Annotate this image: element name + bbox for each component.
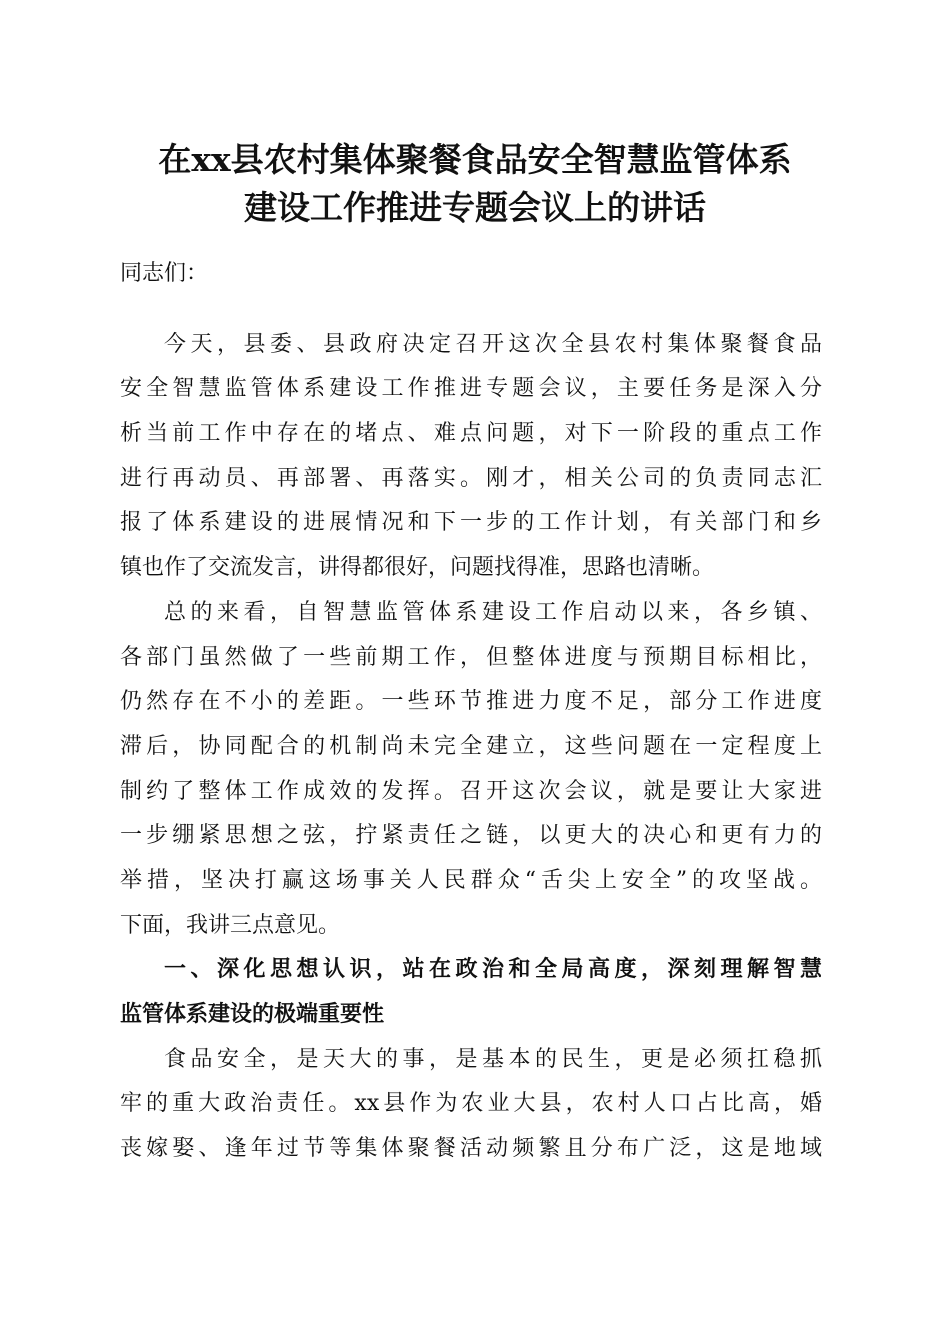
- text-line: 一、深化思想认识，站在政治和全局高度，深刻理解智慧: [164, 957, 822, 983]
- text-line: 仍然存在不小的差距。一些环节推进力度不足，部分工作进度: [120, 689, 822, 715]
- text-line: 制约了整体工作成效的发挥。召开这次会议，就是要让大家进: [120, 778, 822, 804]
- text-line: 举措，坚决打赢这场事关人民群众“舌尖上安全”的攻坚战。: [120, 867, 822, 893]
- paragraph: [120, 1038, 822, 1172]
- document-title: [100, 136, 850, 232]
- text-line: 滞后，协同配合的机制尚未完全建立，这些问题在一定程度上: [120, 733, 822, 759]
- text-line: 析当前工作中存在的堵点、难点问题，对下一阶段的重点工作: [120, 421, 822, 447]
- salutation: 同志们：: [120, 261, 209, 286]
- text-line: 总的来看，自智慧监管体系建设工作启动以来，各乡镇、: [164, 599, 822, 625]
- title-line: 建设工作推进专题会议上的讲话: [244, 188, 706, 227]
- text-line: 一步绷紧思想之弦，拧紧责任之链，以更大的决心和更有力的: [120, 823, 822, 849]
- text-line: 食品安全，是天大的事，是基本的民生，更是必须扛稳抓: [164, 1046, 822, 1072]
- text-line: 牢的重大政治责任。xx县作为农业大县，农村人口占比高，婚: [120, 1091, 822, 1117]
- paragraph: [120, 591, 822, 949]
- document-body: [120, 252, 822, 1172]
- text-line: 丧嫁娶、逢年过节等集体聚餐活动频繁且分布广泛，这是地域: [120, 1136, 822, 1162]
- text-line: 今天，县委、县政府决定召开这次全县农村集体聚餐食品: [164, 331, 822, 357]
- section-heading: [120, 948, 822, 1037]
- text-line: 监管体系建设的极端重要性: [120, 1002, 385, 1027]
- text-line: 各部门虽然做了一些前期工作，但整体进度与预期目标相比，: [120, 644, 822, 670]
- paragraph: [120, 323, 822, 591]
- text-line: 报了体系建设的进展情况和下一步的工作计划，有关部门和乡: [120, 510, 822, 536]
- text-line: 下面，我讲三点意见。: [120, 912, 341, 938]
- text-line: 镇也作了交流发言，讲得都很好，问题找得准，思路也清晰。: [120, 555, 715, 581]
- text-line: 进行再动员、再部署、再落实。刚才，相关公司的负责同志汇: [120, 465, 822, 491]
- title-line: 在xx县农村集体聚餐食品安全智慧监管体系: [158, 140, 792, 179]
- text-line: 安全智慧监管体系建设工作推进专题会议，主要任务是深入分: [120, 376, 822, 402]
